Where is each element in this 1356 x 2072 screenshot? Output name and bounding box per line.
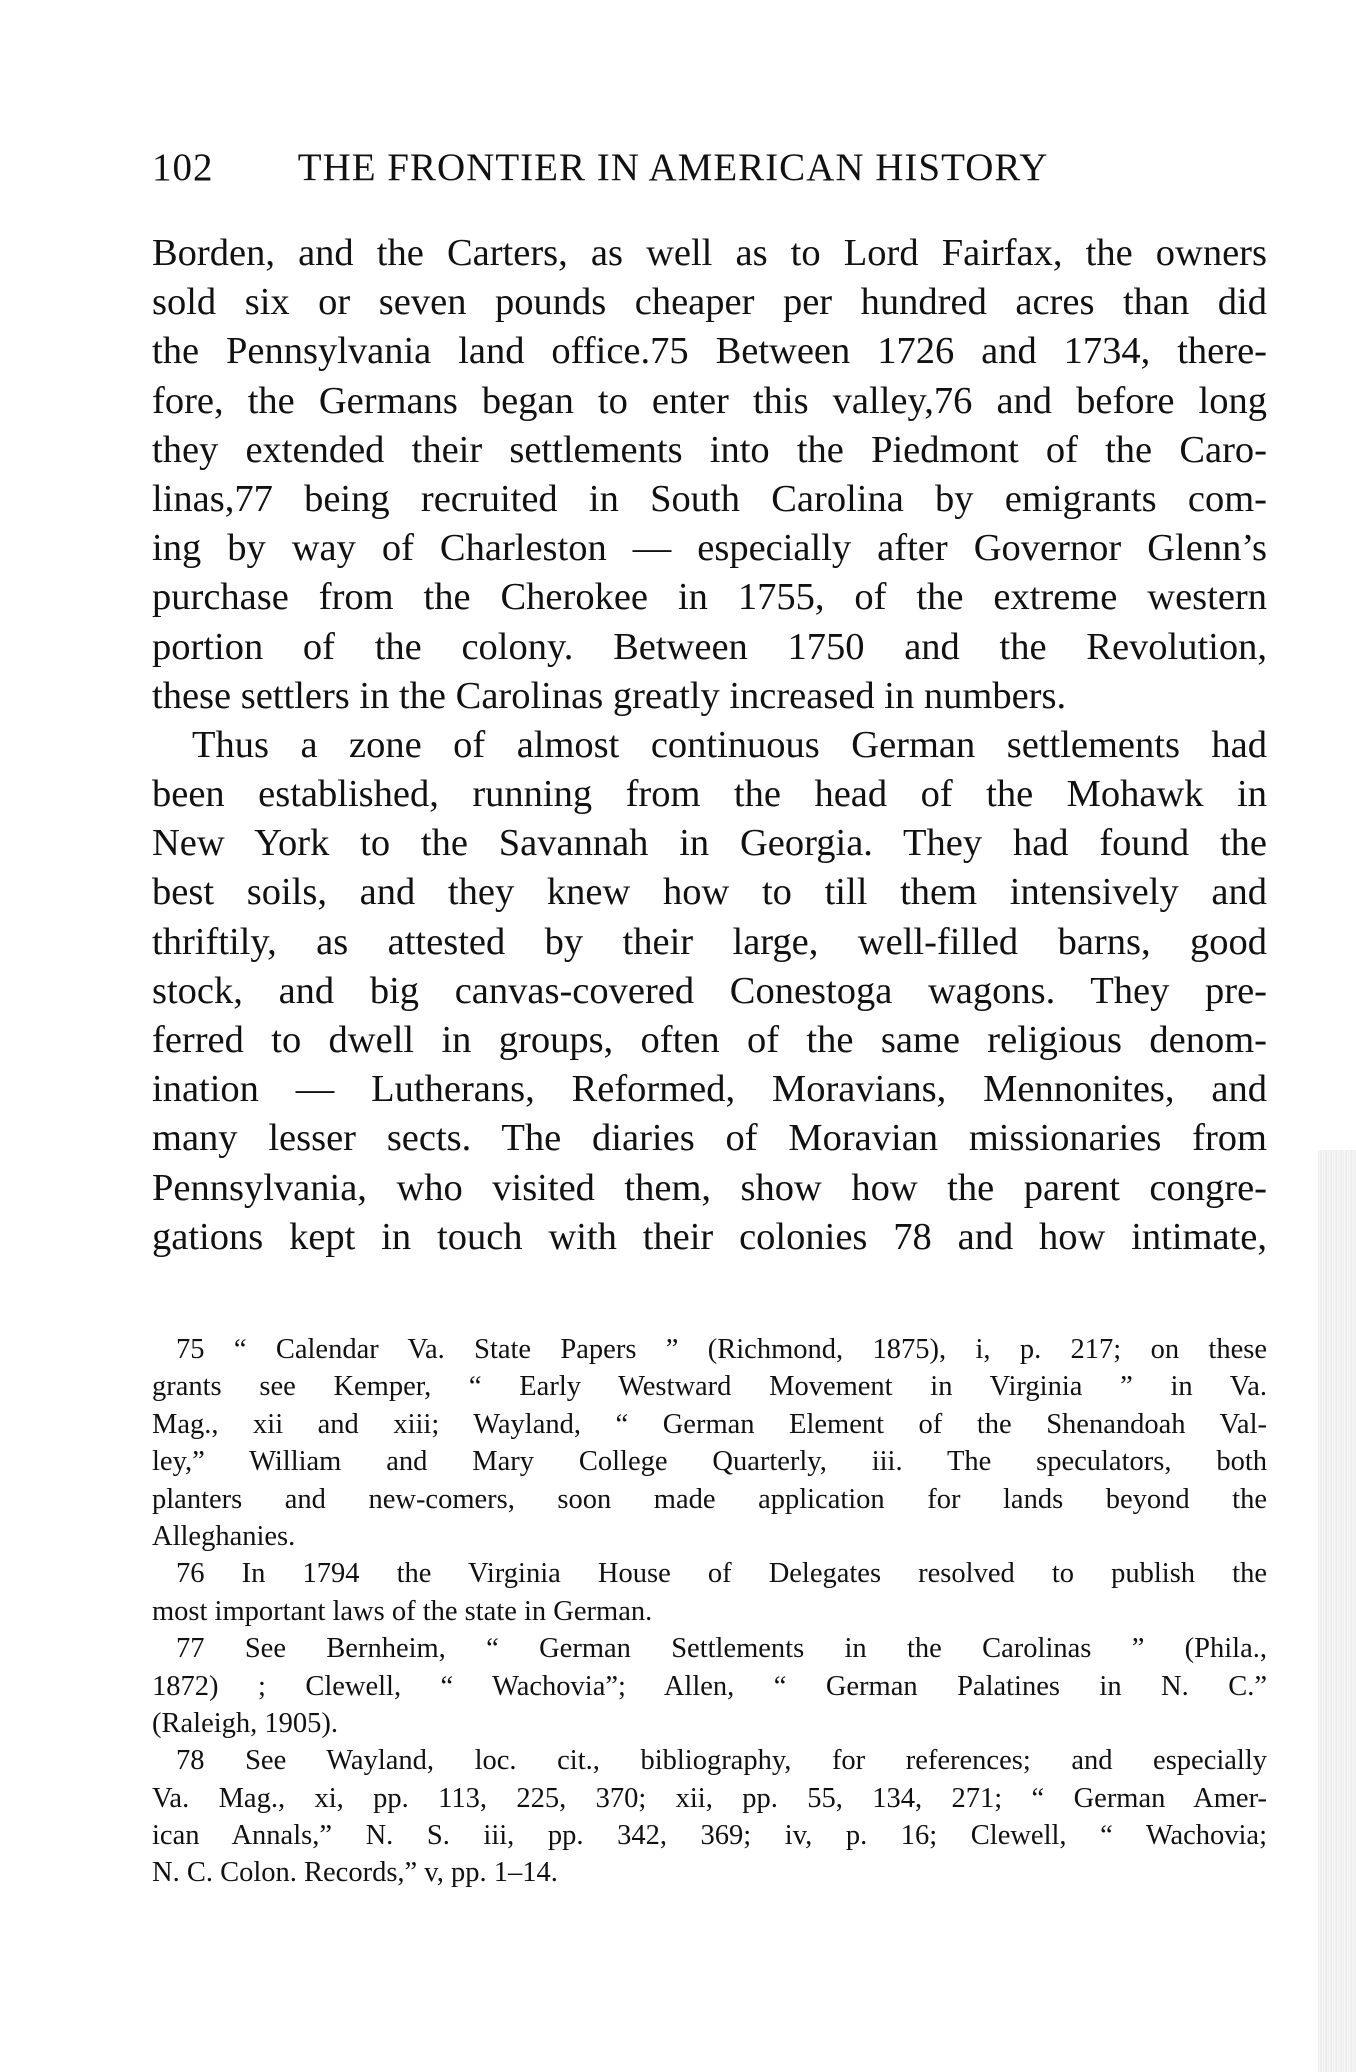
footnote-line: N. C. Colon. Records,” v, pp. 1–14. — [152, 1857, 558, 1889]
footnote-line: (Raleigh, 1905). — [152, 1707, 339, 1739]
body-line: New York to the Savannah in Georgia. They had found the — [152, 822, 1267, 865]
body-line: Borden, and the Carters, as well as to Lord Fairfax, the owners — [152, 232, 1267, 274]
footnotes — [152, 1331, 1267, 1892]
footnote-line: 1872) ; Clewell, “ Wachovia”; Allen, “ German Palatines in N. C.” — [152, 1670, 1267, 1702]
body-line: the Pennsylvania land office.75 Between 1726 and 1734, there- — [152, 330, 1267, 373]
body-line: stock, and big canvas-covered Conestoga wagons. They pre- — [152, 969, 1267, 1012]
page-edge-texture — [1318, 1150, 1356, 2072]
book-title: THE FRONTIER IN AMERICAN HISTORY — [297, 146, 1049, 189]
footnote-line: 75 “ Calendar Va. State Papers ” (Richmond, 1875), i, p. 217; on these — [176, 1334, 1267, 1365]
body-line: thriftily, as attested by their large, well-filled barns, good — [152, 920, 1267, 963]
footnote-line: Mag., xii and xiii; Wayland, “ German Element of the Shenandoah Val- — [152, 1408, 1267, 1440]
body-line: many lesser sects. The diaries of Moravian missionaries from — [152, 1117, 1267, 1160]
body-line: they extended their settlements into the Piedmont of the Caro- — [152, 428, 1267, 471]
body-line: portion of the colony. Between 1750 and the Revolution, — [152, 625, 1267, 668]
body-line: ferred to dwell in groups, often of the same religious denom- — [152, 1019, 1267, 1061]
body-line: gations kept in touch with their colonies 78 and how intimate, — [152, 1215, 1267, 1258]
footnote-line: ican Annals,” N. S. iii, pp. 342, 369; iv, p. 16; Clewell, “ Wachovia; — [152, 1820, 1267, 1852]
body-line: Pennsylvania, who visited them, show how the parent congre- — [152, 1166, 1267, 1209]
body-line: purchase from the Cherokee in 1755, of the extreme western — [152, 576, 1267, 619]
body-line: best soils, and they knew how to till them intensively and — [152, 871, 1267, 914]
footnote-line: grants see Kemper, “ Early Westward Movement in Virginia ” in Va. — [152, 1371, 1267, 1403]
body-line: ination — Lutherans, Reformed, Moravians, Mennonites, and — [152, 1068, 1267, 1111]
footnote-line: 78 See Wayland, loc. cit., bibliography, for references; and especially — [176, 1745, 1267, 1777]
body-line: sold six or seven pounds cheaper per hundred acres than did — [152, 281, 1267, 324]
body-line: been established, running from the head of the Mohawk in — [152, 773, 1267, 816]
body-line: fore, the Germans began to enter this valley,76 and before long — [152, 379, 1267, 422]
footnote-line: 76 In 1794 the Virginia House of Delegates resolved to publish the — [176, 1558, 1267, 1590]
footnote-line: Alleghanies. — [152, 1520, 296, 1552]
footnote-line: ley,” William and Mary College Quarterly, iii. The speculators, both — [152, 1446, 1267, 1478]
body-line: linas,77 being recruited in South Carolina by emigrants com- — [152, 477, 1267, 520]
body-line: Thus a zone of almost continuous German settlements had — [192, 723, 1267, 766]
footnote-line: 77 See Bernheim, “ German Settlements in the Carolinas ” (Phila., — [176, 1633, 1267, 1665]
footnote-line: Va. Mag., xi, pp. 113, 225, 370; xii, pp. 55, 134, 271; “ German Amer- — [152, 1782, 1267, 1814]
body-line: these settlers in the Carolinas greatly increased in numbers. — [152, 674, 1067, 717]
running-head — [152, 136, 1267, 200]
page-number: 102 — [152, 146, 214, 189]
footnote-line: planters and new-comers, soon made application for lands beyond the — [152, 1483, 1267, 1515]
body-line: ing by way of Charleston — especially after Governor Glenn’s — [152, 527, 1267, 570]
body-text — [152, 229, 1267, 1262]
footnote-line: most important laws of the state in German. — [152, 1595, 653, 1627]
